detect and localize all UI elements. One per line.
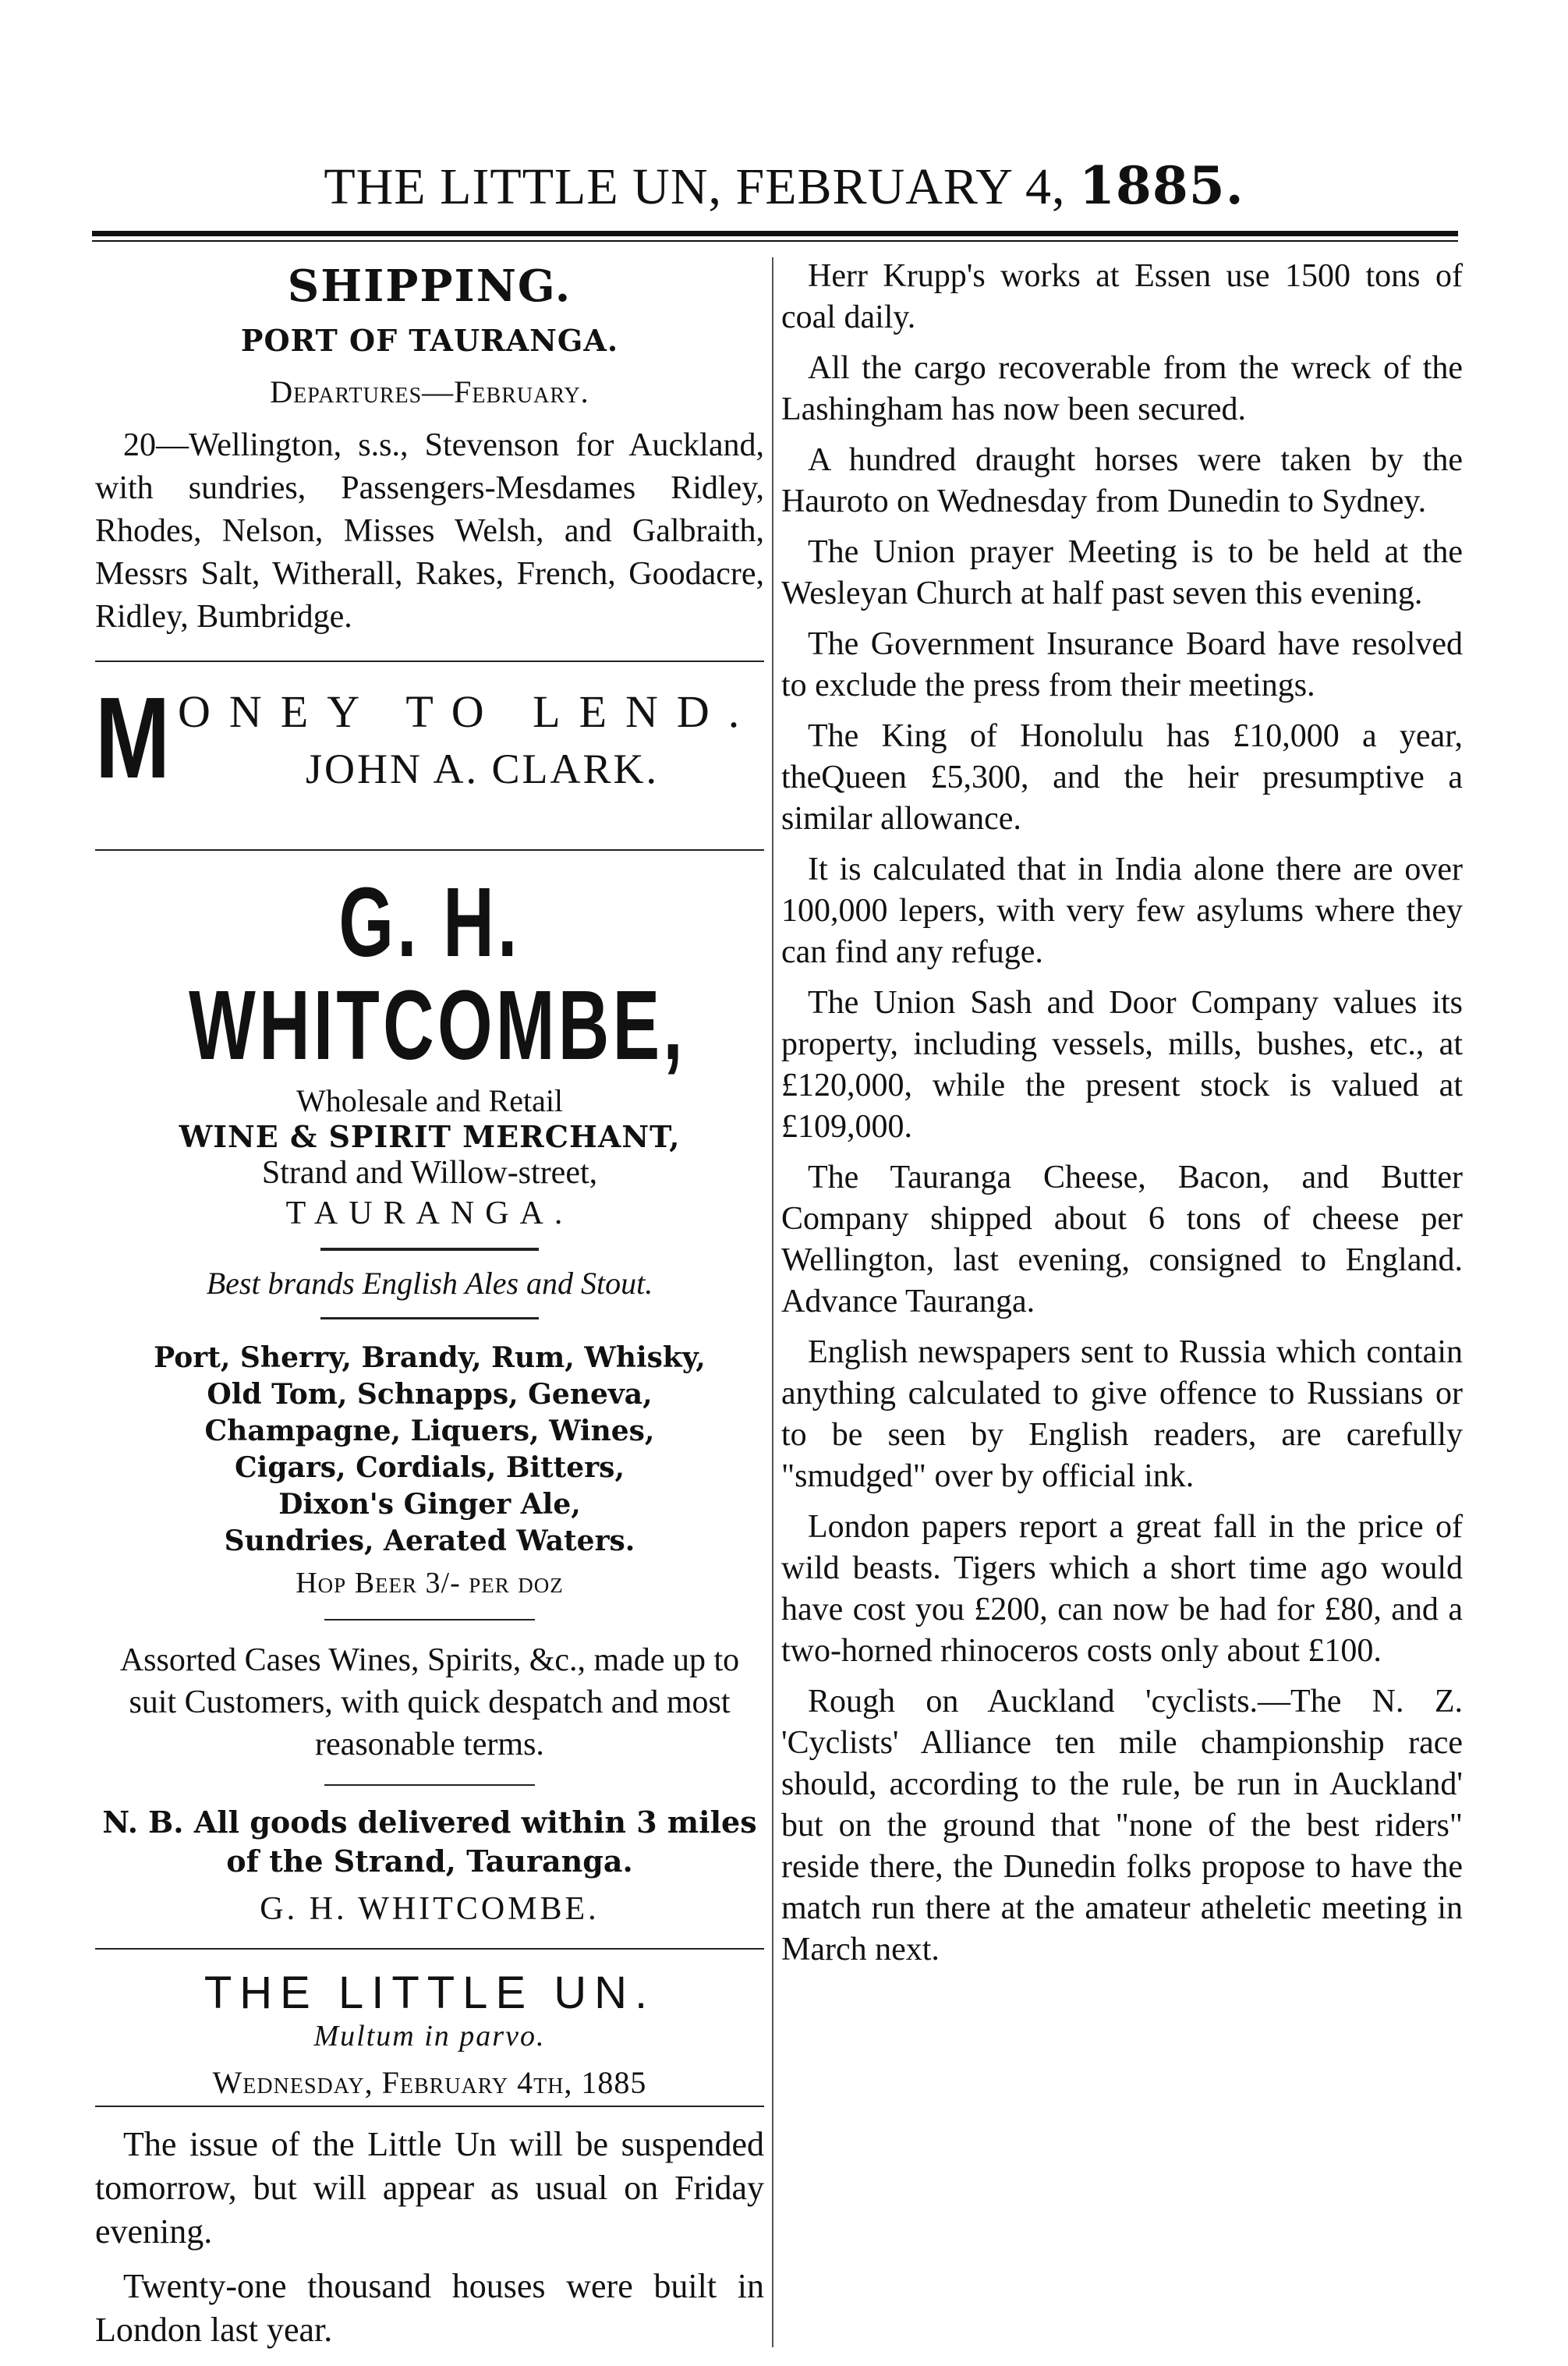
ad-town: TAURANGA. — [285, 1195, 574, 1231]
left-column — [95, 250, 764, 2355]
product-line: Cigars, Cordials, Bitters, — [235, 1450, 625, 1484]
column-divider — [772, 257, 773, 2347]
news-item: The Government Insurance Board have resolved to exclude the press from their meetings. — [781, 626, 1463, 703]
news-item: London papers report a great fall in the price of wild beasts. Tigers which a short time ago would have cost you £200, can now be had for £80, and a two-horned rhinoceros costs only about £100. — [781, 1509, 1463, 1669]
product-line: Dixon's Ginger Ale, — [278, 1487, 581, 1521]
ad-brands: Best brands English Ales and Stout. — [206, 1265, 653, 1301]
ad-rule — [320, 1248, 539, 1251]
ad-signature: G. H. WHITCOMBE. — [260, 1890, 600, 1927]
ad-cases-text: Assorted Cases Wines, Spirits, &c., made up to suit Customers, with quick despatch and most reasonable terms. — [119, 1642, 740, 1762]
ad-rule — [324, 1619, 535, 1620]
news-item: A hundred draught horses were taken by the Hauroto on Wednesday from Dunedin to Sydney. — [781, 442, 1463, 519]
ad-hop-beer-price: Hop Beer 3/- per doz — [296, 1566, 564, 1599]
section-divider — [95, 1948, 764, 1950]
ad-title: G. H. WHITCOMBE, — [189, 867, 686, 1081]
issue-date: FEBRUARY 4, — [735, 158, 1066, 215]
section-divider — [95, 849, 764, 851]
news-item: The Union prayer Meeting is to be held at the Wesleyan Church at half past seven this evening. — [781, 534, 1463, 611]
news-item: It is calculated that in India alone there are over 100,000 lepers, with very few asylums where they can find any refuge. — [781, 852, 1463, 970]
news-item: The Tauranga Cheese, Bacon, and Butter Company shipped about 6 tons of cheese per Wellington, last evening, consigned to England. Advance Tauranga. — [781, 1160, 1463, 1319]
masthead-rule — [92, 231, 1458, 236]
editorial-section — [95, 1967, 764, 2352]
news-item: The Union Sash and Door Company values its property, including vessels, mills, bushes, etc., at £120,000, while the present stock is valued at £109,000. — [781, 985, 1463, 1145]
news-item: English newspapers sent to Russia which contain anything calculated to give offence to Russians or to be seen by English readers, are carefully "smudged" over by official ink. — [781, 1334, 1463, 1494]
masthead — [0, 155, 1568, 216]
money-to-lend-ad — [95, 674, 764, 849]
news-item: The King of Honolulu has £10,000 a year, theQueen £5,300, and the heir presumptive a similar allowance. — [781, 718, 1463, 837]
product-line: Port, Sherry, Brandy, Rum, Whisky, — [154, 1341, 706, 1374]
dateline-rule — [95, 2106, 764, 2107]
product-line: Champagne, Liquers, Wines, — [204, 1414, 655, 1447]
ad-advertiser: JOHN A. CLARK. — [306, 746, 660, 792]
ad-line: ONEY TO LEND. — [178, 686, 759, 737]
product-line: Sundries, Aerated Waters. — [224, 1524, 635, 1557]
editorial-dateline: Wednesday, February 4th, 1885 — [212, 2064, 647, 2100]
editorial-paragraph: Twenty-one thousand houses were built in London last year. — [95, 2266, 764, 2349]
news-item: Herr Krupp's works at Essen use 1500 tons of coal daily. — [781, 258, 1463, 335]
editorial-motto: Multum in parvo. — [313, 2019, 546, 2053]
ad-subtitle: Wholesale and Retail — [296, 1082, 564, 1118]
right-column — [781, 250, 1463, 2355]
product-line: Old Tom, Schnapps, Geneva, — [207, 1377, 653, 1411]
ad-delivery-note: N. B. All goods delivered within 3 miles of the Strand, Tauranga. — [102, 1804, 757, 1879]
shipping-departures-text: 20—Wellington, s.s., Stevenson for Auckland, with sundries, Passengers-Mesdames Ridley, Rhodes, Nelson, Misses Welsh, and Galbraith, Messrs Salt, Witherall, Rakes, French, Goodacre, Ridley, Bumbridge. — [95, 427, 764, 635]
ad-initial: M — [95, 674, 171, 802]
editorial-title: THE LITTLE UN. — [204, 1967, 656, 2018]
news-item: Rough on Auckland 'cyclists.—The N. Z. 'Cyclists' Alliance ten mile championship race should, according to the rule, be run in Auckland' but on the ground that "none of the best riders" reside there, the Dunedin folks propose to have the match run there at the amateur atheletic meeting in March next. — [781, 1684, 1463, 1968]
section-divider — [95, 661, 764, 662]
whitcombe-ad — [95, 867, 764, 1928]
masthead-rule-thin — [92, 240, 1458, 242]
editorial-paragraph: The issue of the Little Un will be suspended tomorrow, but will appear as usual on Friday evening. — [95, 2124, 764, 2251]
paper-name: THE LITTLE UN, — [324, 158, 723, 215]
ad-address: Strand and Willow-street, — [261, 1154, 598, 1191]
shipping-heading: SHIPPING. — [287, 260, 572, 312]
news-item: All the cargo recoverable from the wreck of the Lashingham has now been secured. — [781, 350, 1463, 427]
port-heading: PORT OF TAURANGA. — [240, 323, 619, 358]
ad-rule — [320, 1317, 539, 1319]
ad-trade: WINE & SPIRIT MERCHANT, — [179, 1118, 681, 1154]
ad-product-list — [95, 1340, 764, 1560]
departures-heading: Departures—February. — [270, 374, 589, 409]
ad-rule — [324, 1784, 535, 1786]
issue-year: 1885. — [1079, 155, 1244, 216]
